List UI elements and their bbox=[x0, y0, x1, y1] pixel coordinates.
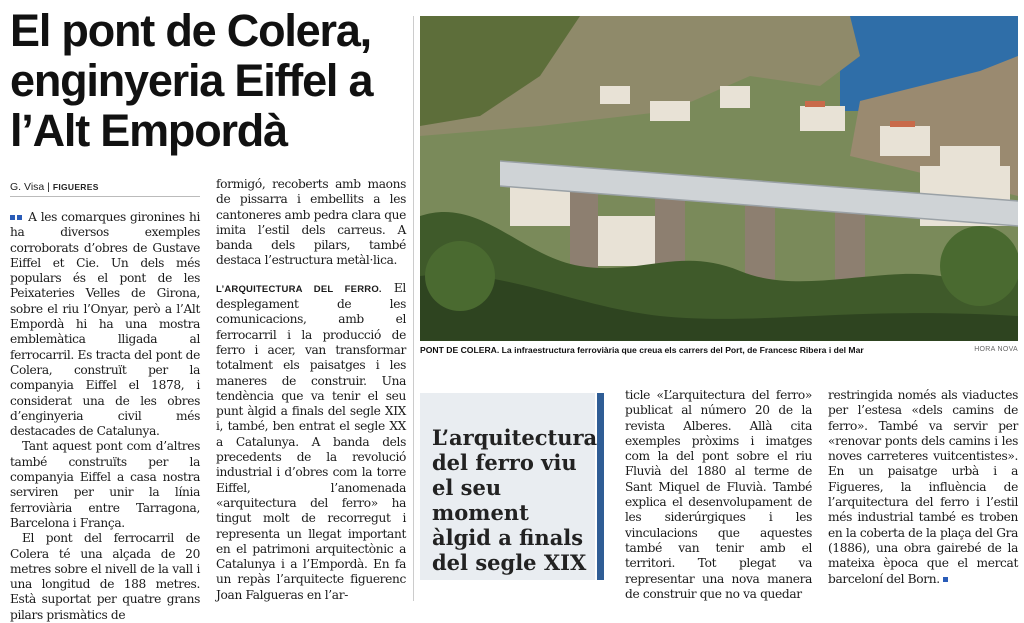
pull-quote bbox=[420, 393, 598, 580]
section-kicker: L’ARQUITECTURA DEL FERRO. bbox=[216, 283, 382, 295]
column-divider bbox=[413, 16, 414, 601]
byline-city: FIGUERES bbox=[52, 182, 99, 192]
paragraph bbox=[10, 210, 200, 439]
paragraph: Tant aquest pont com d’altres també construïts per la companyia Eiffel a casa nostra serviren per unir la línia ferroviària entre Tarragona, Barcelona i França. bbox=[10, 439, 200, 530]
column-5 bbox=[828, 388, 1018, 587]
byline-separator: | bbox=[47, 181, 50, 193]
photo-caption bbox=[420, 345, 1018, 355]
column-2 bbox=[216, 177, 406, 603]
author: G. Visa bbox=[10, 181, 45, 193]
bridge-photo bbox=[420, 16, 1018, 341]
paragraph-text: restringida només als viaductes per l’estesa «dels camins de ferro». També va servir per «renovar ponts dels camins i les noves carreteres vuitcentistes». En un paisatge urbà i a Figueres, la influència de l’arquitectura del ferro i l’estil més industrial també es troben en la coberta de la plaça del Gra (1886), una obra gairebé de la mateixa època que el mercat barceloní del Born. bbox=[828, 388, 1018, 586]
paragraph bbox=[828, 388, 1018, 587]
end-square-icon bbox=[943, 577, 948, 582]
paragraph: El pont del ferrocarril de Colera té una alçada de 20 metres sobre el nivell de la vall i una longitud de 188 metres. Està suportat per quatre grans pilars prismàtics de bbox=[10, 531, 200, 622]
paragraph: formigó, recoberts amb maons de pissarra i embellits a les cantoneres amb pedra clara que imita l’estil dels carreus. A banda dels pilars, també destaca l’estructura metàl·lica. bbox=[216, 177, 407, 268]
paragraph: ticle «L’arquitectura del ferro» publicat al número 20 de la revista Alberes. Allà cita exemples pròxims i imatges com la del pont sobre el riu Fluvià del 1880 al terme de Sant Miquel de Fluvià. També explica el desenvolupament de les siderúrgiques i les vinculacions que aquestes també van tenir amb el territori. Tot plegat va representar una nova manera de construir que no va quedar bbox=[625, 388, 812, 601]
column-4 bbox=[625, 388, 812, 602]
paragraph bbox=[216, 281, 406, 603]
pull-quote-text: L’arquitectura del ferro viu el seu moment àlgid a finals del segle XIX bbox=[432, 425, 598, 575]
paragraph-text: El desplegament de les comunicacions, amb el ferrocarril i la producció de ferro i acer, van transformar totalment els paisatges i les maneres de construir. Una tendència que va tenir el seu punt àlgid a finals del segle XIX i, també, ben entrat el segle XX a Catalunya. A banda dels precedents de la revolució industrial i d’obres com la torre Eiffel, l’anomenada «arquitectura del ferro» ha tingut molt de recorregut i representa un llegat important en el patrimoni arquitectònic a Catalunya i a l’Empordà. En fa un repàs l’arquitecte figuerenc Joan Falgueras en l’ar- bbox=[216, 280, 406, 602]
pull-quote-bar bbox=[597, 393, 604, 580]
caption-label: PONT DE COLERA. bbox=[420, 345, 500, 355]
square-bullet-icon bbox=[10, 215, 15, 220]
square-bullet-icon bbox=[17, 215, 22, 220]
column-1 bbox=[10, 210, 200, 623]
headline: El pont de Colera, enginyeria Eiffel a l’Alt Empordà bbox=[10, 5, 373, 156]
photo-credit: HORA NOVA bbox=[974, 346, 1018, 353]
byline bbox=[10, 181, 200, 197]
paragraph-text: A les comarques gironines hi ha diversos exemples corroborats d’obres de Gustave Eiffel et Cie. Un dels més populars és el pont de les Peixateries Velles de Girona, sobre el riu l’Onyar, però a l’Alt Empordà hi ha una mostra emblemàtica lligada al ferrocarril. Es tracta del pont de Colera, construït per la companyia Eiffel el 1878, i considerat una de les obres d’enginyeria civil més destacades de Catalunya. bbox=[10, 210, 200, 439]
caption-text: La infraestructura ferroviària que creua els carrers del Port, de Francesc Ribera i del Mar bbox=[501, 345, 864, 355]
